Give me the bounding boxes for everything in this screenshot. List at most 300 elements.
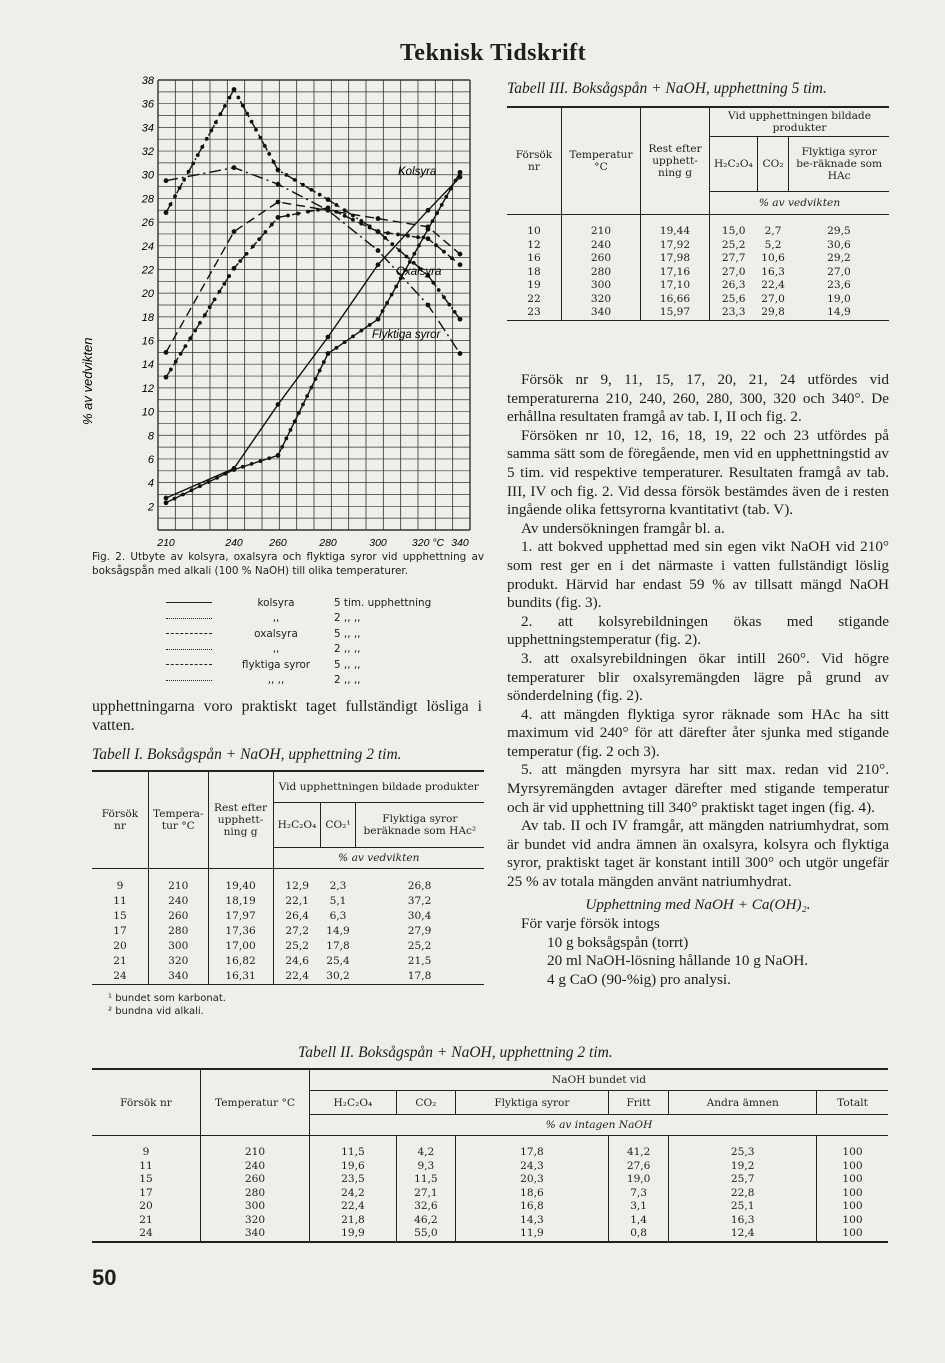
table-cell: 7,3 xyxy=(608,1187,669,1201)
table-cell: 11,5 xyxy=(310,1136,397,1160)
legend-value: 5 tim. upphettning xyxy=(334,596,432,609)
series-dot xyxy=(184,344,188,348)
legend-row xyxy=(166,626,486,642)
table-cell: 3,1 xyxy=(608,1200,669,1214)
series-dot xyxy=(383,236,387,240)
table-row xyxy=(92,869,484,895)
right-column-text xyxy=(507,371,889,990)
table-cell: 37,2 xyxy=(407,894,432,907)
table-cell: 19 xyxy=(507,279,562,293)
table-cell: 320 xyxy=(201,1214,310,1228)
series-dot xyxy=(351,214,355,218)
series-dot xyxy=(191,161,195,165)
series-dot xyxy=(174,360,178,364)
series-dot xyxy=(272,160,276,164)
paragraph-3: Av undersökningen framgår bl. a. xyxy=(521,519,725,537)
paragraph-4: 1. att bokved upphettad med sin egen vikt NaOH vid 210° som rest ger en i det närmaste i vatten fullständigt löslig produkt. Härvid har endast 59 % av tillsatt mängd NaOH bundits (fig. 3). xyxy=(507,538,889,612)
series-dot xyxy=(306,210,310,214)
series-dot xyxy=(334,203,338,207)
x-tick-label: 240 xyxy=(225,537,243,549)
table2-header-group: NaOH bundet vid xyxy=(310,1069,889,1091)
legend-swatch xyxy=(166,633,212,634)
table-cell: 5,2 xyxy=(764,238,782,251)
table-cell: 16,82 xyxy=(208,954,273,969)
table-cell: 19,40 xyxy=(208,869,273,895)
paragraph-5: 2. att kolsyrebildningen ökas med stigande upphettningstemperatur (fig. 2). xyxy=(507,612,889,649)
series-dot xyxy=(263,144,267,148)
table-row xyxy=(507,252,889,266)
table-cell: 21,5 xyxy=(407,954,432,967)
table-cell: 25,2 xyxy=(407,939,432,952)
table-cell: 25,1 xyxy=(669,1200,817,1214)
table2-header-temp: Temperatur °C xyxy=(201,1069,310,1136)
legend-name: flyktiga syror xyxy=(241,658,311,671)
series-dot xyxy=(385,301,389,305)
legend-swatch xyxy=(166,618,212,619)
table-cell: 100 xyxy=(842,1146,863,1158)
table-cell: 14,9 xyxy=(326,924,350,937)
series-dot xyxy=(334,210,338,214)
table-cell: 15,0 xyxy=(721,225,746,237)
series-dot xyxy=(293,178,297,182)
series-dot xyxy=(267,456,271,460)
table-cell: 10,6 xyxy=(761,252,785,264)
legend-name: kolsyra xyxy=(257,596,295,609)
series-dot xyxy=(297,411,301,415)
series-dot xyxy=(218,290,222,294)
table-cell: 14,9 xyxy=(827,306,851,318)
table1-header-rest: Rest efter upphett-ning g xyxy=(208,771,273,869)
table3-header-co2: CO₂ xyxy=(757,137,789,192)
data-point xyxy=(426,236,431,241)
table-cell: 24,6 xyxy=(285,954,310,967)
chart-series xyxy=(164,87,463,505)
legend-row xyxy=(166,611,486,627)
table-cell: 27,6 xyxy=(608,1160,669,1174)
data-point xyxy=(326,197,331,202)
y-tick-label: 18 xyxy=(141,311,154,324)
series-dot xyxy=(351,218,355,222)
table-cell: 24,2 xyxy=(310,1187,397,1201)
series-dot xyxy=(190,488,194,492)
table-cell: 280 xyxy=(149,924,209,939)
table1-footnote-1: ¹ bundet som karbonat. xyxy=(108,993,226,1004)
left-paragraph-text: upphettningarna voro praktiskt taget fullständigt lösliga i vatten. xyxy=(92,698,482,734)
table-row xyxy=(92,1136,888,1160)
series-dot xyxy=(198,321,202,325)
figure-caption: Fig. 2. Utbyte av kolsyra, oxalsyra och flyktiga syror vid upphettning av boksågspån med alkali (100 % NaOH) till olika temperaturer. xyxy=(92,551,484,577)
data-point xyxy=(276,453,281,458)
table-row xyxy=(92,1200,888,1214)
y-tick-label: 34 xyxy=(141,122,154,135)
table-cell: 26,3 xyxy=(721,279,746,291)
legend-swatch xyxy=(166,649,212,650)
table-cell: 16 xyxy=(507,252,562,266)
series-dot xyxy=(296,212,300,216)
table-cell: 16,31 xyxy=(208,969,273,985)
table-cell: 17,36 xyxy=(208,924,273,939)
data-point xyxy=(458,262,463,267)
table-cell: 27,2 xyxy=(285,924,310,937)
table-cell: 27,9 xyxy=(407,924,432,937)
table-cell: 25,2 xyxy=(285,939,310,952)
table-cell: 10 xyxy=(507,215,562,239)
legend-swatch xyxy=(166,680,212,681)
table-row xyxy=(92,969,484,985)
table-cell: 17,16 xyxy=(641,266,710,280)
table-cell: 240 xyxy=(562,239,641,253)
subheading: Upphettning med NaOH + Ca(OH)₂. xyxy=(585,895,811,913)
table-cell: 11,9 xyxy=(455,1227,608,1242)
data-point xyxy=(276,200,281,205)
series-dot xyxy=(437,288,441,292)
x-tick-label: 340 xyxy=(451,537,469,549)
series-dot xyxy=(442,295,446,299)
series-dot xyxy=(434,243,438,247)
table-cell: 15,97 xyxy=(641,306,710,320)
table-cell: 26,8 xyxy=(407,879,432,892)
y-tick-label: 32 xyxy=(141,146,154,159)
series-dot xyxy=(224,472,228,476)
series-dot xyxy=(293,420,297,424)
data-point xyxy=(376,317,381,322)
data-point xyxy=(232,165,237,170)
table-cell: 9,3 xyxy=(396,1160,455,1174)
table-row xyxy=(92,939,484,954)
table-3 xyxy=(507,106,889,321)
table-cell: 340 xyxy=(201,1227,310,1242)
table3-header-forsok: Försök nr xyxy=(507,107,562,215)
data-point xyxy=(458,252,463,257)
table-cell: 30,6 xyxy=(827,238,851,251)
data-point xyxy=(376,229,381,234)
series-dot xyxy=(213,298,217,302)
table3-title: Tabell III. Boksågspån + NaOH, upphettning 5 tim. xyxy=(507,80,827,97)
series-dot xyxy=(238,259,242,263)
y-tick-label: 14 xyxy=(141,359,154,372)
table-row xyxy=(92,924,484,939)
y-tick-label: 26 xyxy=(141,217,154,230)
table-cell: 11 xyxy=(92,894,149,909)
table-cell: 16,3 xyxy=(761,265,785,278)
series-dot xyxy=(318,193,322,197)
series-dot xyxy=(394,285,398,289)
paragraph-1: Försök nr 9, 11, 15, 17, 20, 21, 24 utfördes vid temperaturerna 210, 240, 260, 280, 300, 320 och 340°. De erhållna resultaten framgå av tab. I, II och fig. 2. xyxy=(507,371,889,426)
x-tick-label: 300 xyxy=(369,537,387,549)
table-cell: 2,7 xyxy=(764,225,782,237)
table-cell: 100 xyxy=(842,1213,863,1226)
table-cell: 25,2 xyxy=(721,238,746,251)
table2-header-col: Fritt xyxy=(608,1091,669,1115)
table2-title: Tabell II. Boksågspån + NaOH, upphettning 2 tim. xyxy=(298,1044,613,1061)
y-tick-label: 22 xyxy=(141,264,154,277)
series-dot xyxy=(343,208,347,212)
data-point xyxy=(164,500,169,505)
table2-header-col: Flyktiga syror xyxy=(455,1091,608,1115)
series-dot xyxy=(449,187,453,191)
paragraph-9: Av tab. II och IV framgår, att mängden natriumhydrat, som är bundet vid andra ämnen än oxalsyra, kolsyra och flyktiga syror, praktiskt taget är konstant intill 300° och utgör ungefär 25 % av totala mängden använt natriumhydrat. xyxy=(507,817,889,891)
table-cell: 46,2 xyxy=(396,1214,455,1228)
series-dot xyxy=(203,313,207,317)
series-dot xyxy=(390,242,394,246)
series-dot xyxy=(241,465,245,469)
journal-header: Teknisk Tidskrift xyxy=(400,40,587,66)
table-row xyxy=(507,239,889,253)
series-dot xyxy=(207,480,211,484)
table-row xyxy=(507,279,889,293)
table-cell: 27,1 xyxy=(396,1187,455,1201)
table-row xyxy=(92,1160,888,1174)
legend-row xyxy=(166,657,486,673)
table-cell: 29,8 xyxy=(761,306,785,318)
data-point xyxy=(232,87,237,92)
table-cell: 25,6 xyxy=(721,292,746,305)
y-tick-label: 24 xyxy=(141,240,154,253)
table-cell: 20,3 xyxy=(455,1173,608,1187)
series-dot xyxy=(314,377,318,381)
table-row xyxy=(507,215,889,239)
table-cell: 18,19 xyxy=(208,894,273,909)
table3-header-flyktiga: Flyktiga syror be-räknade som HAc xyxy=(796,146,883,182)
series-dot xyxy=(222,282,226,286)
series-dot xyxy=(301,183,305,187)
table-cell: 12,4 xyxy=(669,1227,817,1242)
series-dot xyxy=(250,462,254,466)
table-cell: 19,0 xyxy=(608,1173,669,1187)
table-cell: 210 xyxy=(562,215,641,239)
x-tick-labels xyxy=(156,537,469,549)
series-dot xyxy=(259,459,263,463)
table1-footnote-2: ² bundna vid alkali. xyxy=(108,1006,204,1017)
series-dot xyxy=(179,352,183,356)
data-point xyxy=(376,248,381,253)
series-dot xyxy=(237,96,241,100)
series-dot xyxy=(309,386,313,390)
series-dot xyxy=(318,369,322,373)
series-dot xyxy=(359,219,363,223)
series-dot xyxy=(169,368,173,372)
table-cell: 17,8 xyxy=(455,1136,608,1160)
table1-header-co2: CO₂¹ xyxy=(321,803,355,848)
data-point xyxy=(276,402,281,407)
table-cell: 23,3 xyxy=(721,306,746,318)
table-cell: 16,8 xyxy=(455,1200,608,1214)
table2-header-col: H₂C₂O₄ xyxy=(310,1091,397,1115)
data-point xyxy=(164,210,169,215)
series-dot xyxy=(412,252,416,256)
table-cell: 12 xyxy=(507,239,562,253)
table-cell: 29,5 xyxy=(827,225,851,237)
table2-header-forsok: Försök nr xyxy=(92,1069,201,1136)
series-dot xyxy=(289,428,293,432)
table-cell: 21 xyxy=(92,954,149,969)
series-dot xyxy=(417,244,421,248)
table-row xyxy=(92,1214,888,1228)
table-cell: 210 xyxy=(149,869,209,895)
legend-value: 2 ,, ,, xyxy=(334,674,361,687)
y-tick-label: 6 xyxy=(147,453,154,466)
table-cell: 22 xyxy=(507,293,562,307)
table-cell: 340 xyxy=(562,306,641,320)
table-cell: 17 xyxy=(92,924,149,939)
legend-row xyxy=(166,595,486,611)
table-cell: 16,66 xyxy=(641,293,710,307)
legend-name: oxalsyra xyxy=(254,627,298,640)
table-cell: 260 xyxy=(149,909,209,924)
table-cell: 19,0 xyxy=(827,292,851,305)
table-cell: 20 xyxy=(92,939,149,954)
legend-name: ,, ,, xyxy=(267,674,285,687)
table-cell: 300 xyxy=(562,279,641,293)
table-row xyxy=(92,909,484,924)
table3-header-rest: Rest efter upphett-ning g xyxy=(641,107,710,215)
table-cell: 340 xyxy=(149,969,209,985)
legend-row xyxy=(166,642,486,658)
paragraph-2: Försöken nr 10, 12, 16, 18, 19, 22 och 23 utfördes på samma sätt som de föregående, men vid en upphettningstid av 5 tim. vid respektive temperaturer. Resultaten framgå av tab. III, IV och fig. 2. Vid dessa försök bestämdes även de i resten ingående olika fettsyrorna kvantitativt (tab. V). xyxy=(507,426,889,519)
table-cell: 41,2 xyxy=(608,1136,669,1160)
table-cell: 11,5 xyxy=(396,1173,455,1187)
y-tick-label: 30 xyxy=(141,169,154,182)
data-point xyxy=(276,168,281,173)
table-cell: 320 xyxy=(562,293,641,307)
series-dot xyxy=(359,329,363,333)
table-cell: 21,8 xyxy=(310,1214,397,1228)
series-dot xyxy=(301,403,305,407)
series-dot xyxy=(284,437,288,441)
table-cell: 100 xyxy=(842,1186,863,1199)
y-axis-label: % av vedvikten xyxy=(80,337,95,425)
table-cell: 22,8 xyxy=(669,1187,817,1201)
series-dot xyxy=(187,170,191,174)
series-dot xyxy=(227,274,231,278)
series-dot xyxy=(368,224,372,228)
table-cell: 260 xyxy=(201,1173,310,1187)
series-dot xyxy=(250,120,254,124)
table-row xyxy=(92,1187,888,1201)
table-row xyxy=(507,293,889,307)
series-dot xyxy=(368,323,372,327)
data-point xyxy=(458,170,463,175)
table-cell: 23,6 xyxy=(827,279,851,291)
series-dot xyxy=(343,340,347,344)
figure-2-chart xyxy=(78,70,488,550)
table-cell: 22,4 xyxy=(310,1200,397,1214)
table-cell: 100 xyxy=(842,1173,863,1185)
series-dot xyxy=(422,235,426,239)
series-dot xyxy=(270,223,274,227)
table-cell: 27,0 xyxy=(721,265,746,278)
table-cell: 300 xyxy=(149,939,209,954)
recipe-list xyxy=(507,934,889,990)
table-row xyxy=(92,954,484,969)
table-cell: 19,6 xyxy=(310,1160,397,1174)
series-dot xyxy=(406,234,410,238)
table-cell: 17,00 xyxy=(208,939,273,954)
table-row xyxy=(507,306,889,320)
paragraph-6: 3. att oxalsyrebildningen ökar intill 260°. Vid högre temperaturer blir oxalsyremängden lägre på grund av sönderdelning (fig. 2). xyxy=(507,649,889,705)
legend-value: 5 ,, ,, xyxy=(334,627,361,640)
table-cell: 240 xyxy=(201,1160,310,1174)
y-tick-label: 28 xyxy=(141,193,154,206)
data-point xyxy=(164,350,169,355)
table-cell: 24,3 xyxy=(455,1160,608,1174)
x-tick-label: 260 xyxy=(269,537,287,549)
data-point xyxy=(426,224,431,229)
page-number: 50 xyxy=(92,1265,117,1290)
series-dot xyxy=(251,245,255,249)
series-dot xyxy=(181,493,185,497)
series-dot xyxy=(343,214,347,218)
series-dot xyxy=(450,256,454,260)
data-point xyxy=(164,178,169,183)
series-dot xyxy=(259,136,263,140)
table3-header-h2c2o4: H₂C₂O₄ xyxy=(710,137,758,192)
table-cell: 210 xyxy=(201,1136,310,1160)
series-dot xyxy=(412,261,416,265)
table-cell: 17,98 xyxy=(641,252,710,266)
table-cell: 25,4 xyxy=(326,954,350,967)
data-point xyxy=(232,266,237,271)
series-dot xyxy=(416,235,420,239)
table-cell: 27,7 xyxy=(721,252,746,264)
legend-swatch xyxy=(166,602,212,603)
table-row xyxy=(92,1227,888,1242)
table-cell: 280 xyxy=(562,266,641,280)
series-dot xyxy=(173,497,177,501)
table-cell: 1,4 xyxy=(608,1214,669,1228)
table-cell: 22,4 xyxy=(761,279,785,291)
series-dot xyxy=(198,484,202,488)
series-dot xyxy=(205,137,209,141)
table-cell: 20 xyxy=(92,1200,201,1214)
table-cell: 22,1 xyxy=(285,894,310,907)
table-cell: 300 xyxy=(201,1200,310,1214)
table-cell: 280 xyxy=(201,1187,310,1201)
series-dot xyxy=(284,173,288,177)
table2-header-unit: % av intagen NaOH xyxy=(545,1119,653,1131)
series-dot xyxy=(267,152,271,156)
figure-legend xyxy=(166,595,486,688)
data-point xyxy=(276,182,281,187)
annotation-flyktiga-syror: Flyktiga syror xyxy=(372,329,441,341)
table-cell: 9 xyxy=(92,1136,201,1160)
series-dot xyxy=(219,112,223,116)
x-tick-label: 210 xyxy=(157,537,175,549)
data-point xyxy=(458,351,463,356)
recipe-item: 4 g CaO (90-%ig) pro analysi. xyxy=(547,971,731,988)
series-dot xyxy=(440,203,444,207)
table-row xyxy=(92,894,484,909)
series-dot xyxy=(209,129,213,133)
table-cell: 26,4 xyxy=(285,909,310,922)
table-cell: 27,0 xyxy=(761,292,785,305)
y-tick-label: 12 xyxy=(141,382,154,395)
data-point xyxy=(426,208,431,213)
series-dot xyxy=(280,445,284,449)
table-cell: 18,6 xyxy=(455,1187,608,1201)
series-dot xyxy=(322,360,326,364)
table-cell: 19,2 xyxy=(669,1160,817,1174)
data-point xyxy=(426,303,431,308)
table-cell: 0,8 xyxy=(608,1227,669,1242)
series-dot xyxy=(196,153,200,157)
data-point xyxy=(164,375,169,380)
legend-name: ,, xyxy=(272,643,280,656)
table-cell: 2,3 xyxy=(329,879,347,892)
y-tick-label: 36 xyxy=(141,98,154,111)
table-cell: 17 xyxy=(92,1187,201,1201)
series-dot xyxy=(431,281,435,285)
